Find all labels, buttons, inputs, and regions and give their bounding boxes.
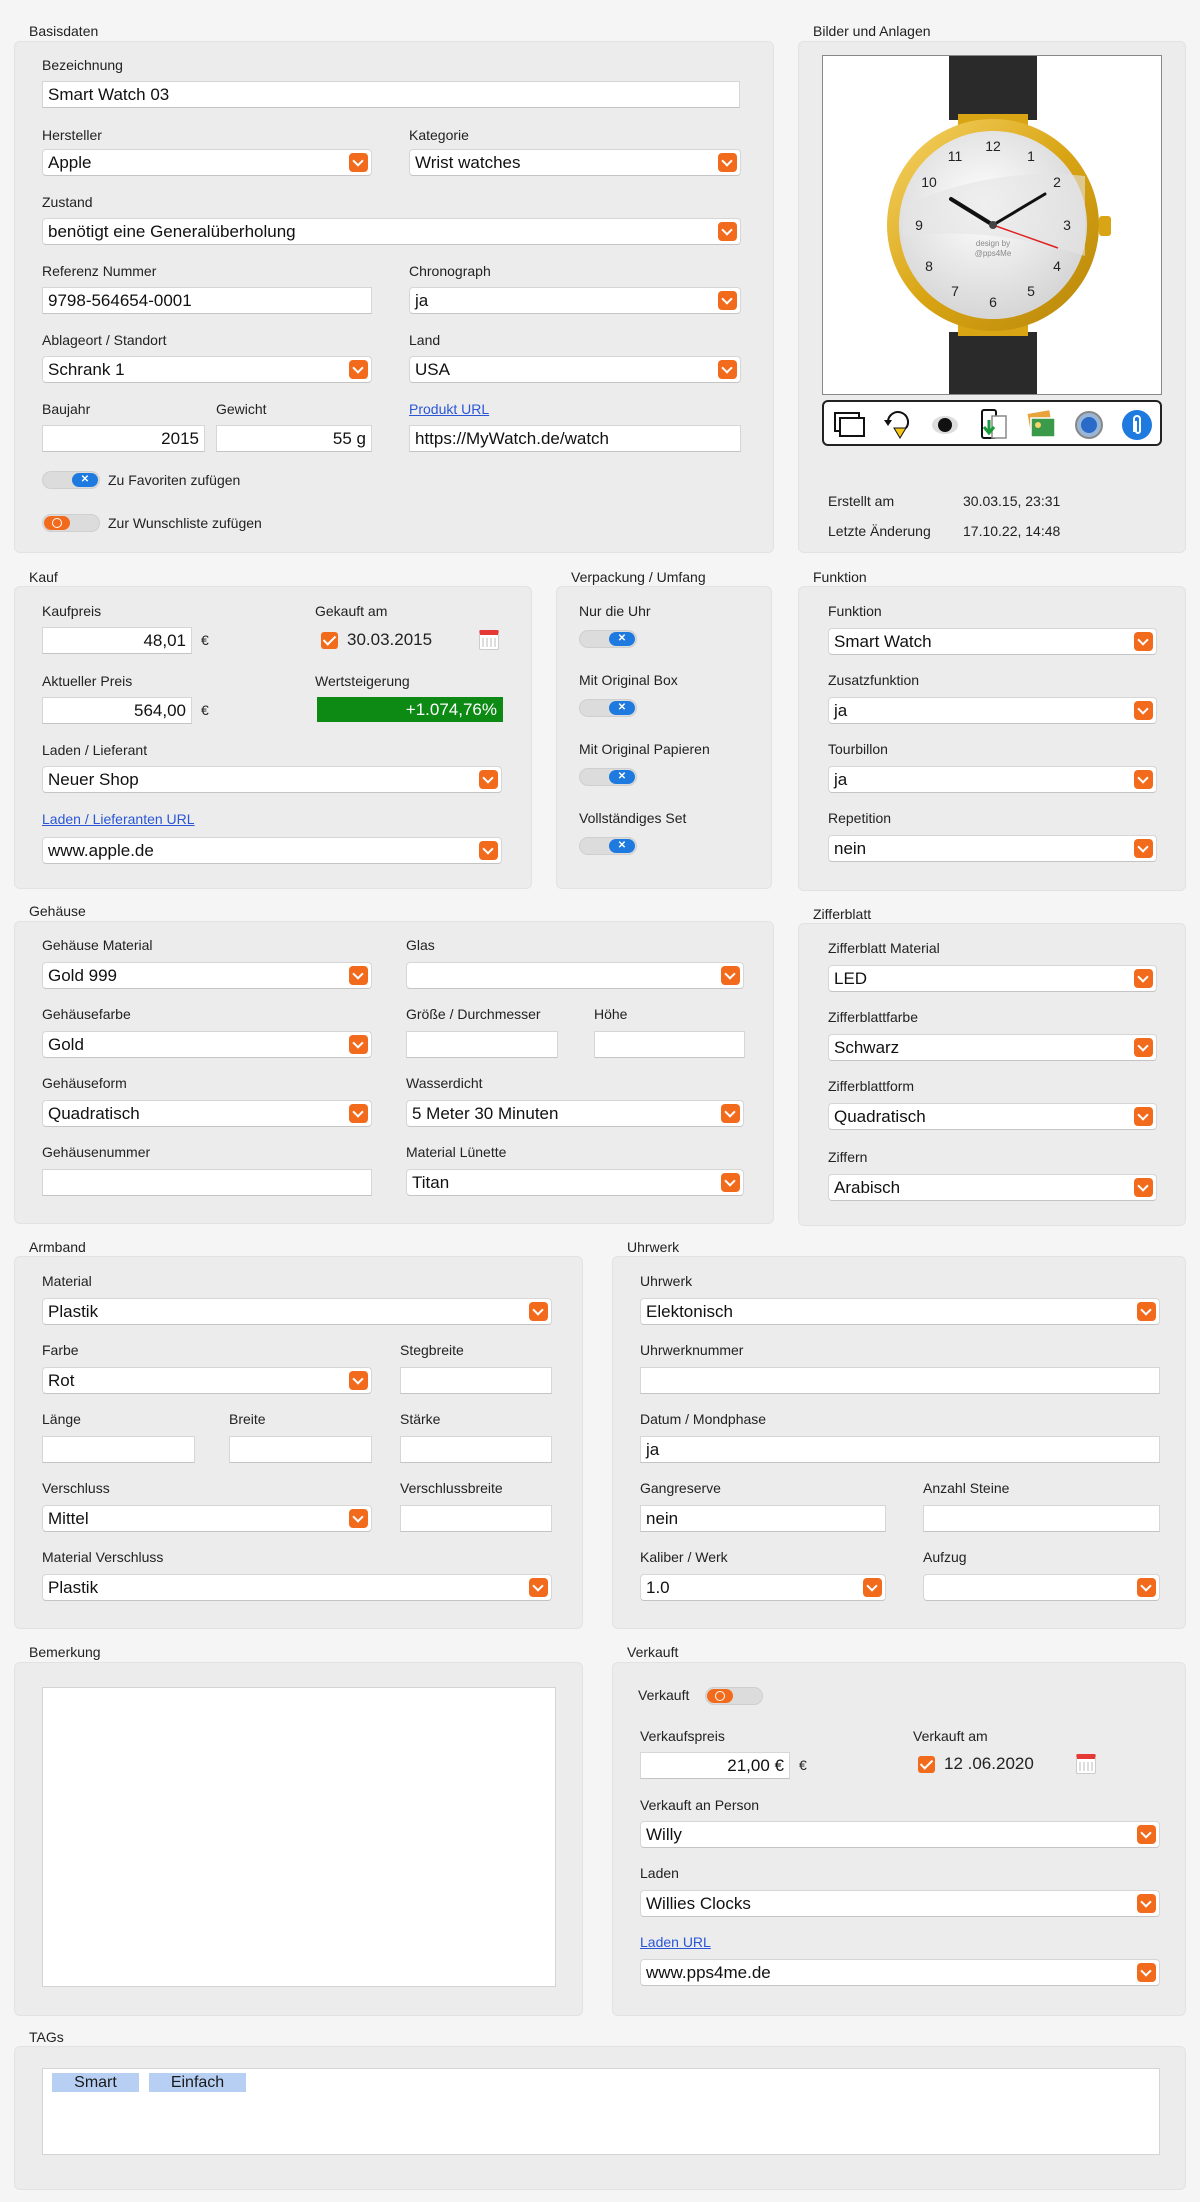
gehaeuseform-label: Gehäuseform <box>42 1075 127 1091</box>
verkauft-an-person-value: Willy <box>646 1825 682 1844</box>
laden-url-select[interactable] <box>42 837 502 864</box>
zifferblattfarbe-select[interactable] <box>828 1034 1157 1061</box>
ablageort-label: Ablageort / Standort <box>42 332 167 348</box>
kaliber-select[interactable] <box>640 1574 886 1601</box>
zustand-select[interactable] <box>42 218 741 245</box>
gehaeusefarbe-label: Gehäusefarbe <box>42 1006 131 1022</box>
watch-numeral: 10 <box>921 174 937 190</box>
watch-numeral: 4 <box>1053 258 1061 274</box>
watch-numeral: 9 <box>915 217 923 233</box>
funktion-value: Smart Watch <box>834 632 932 651</box>
chevron-down-icon <box>721 1104 740 1123</box>
datum-mondphase-label: Datum / Mondphase <box>640 1411 767 1427</box>
watch-numeral: 5 <box>1027 283 1035 299</box>
watch-numeral: 3 <box>1063 217 1071 233</box>
bezeichnung-label: Bezeichnung <box>42 57 123 73</box>
verschlussbreite-label: Verschlussbreite <box>400 1480 503 1496</box>
material-verschluss-value: Plastik <box>48 1578 99 1597</box>
produkt-url-link[interactable]: Produkt URL <box>409 401 490 417</box>
groesse-field[interactable] <box>406 1031 558 1058</box>
armband-farbe-value: Rot <box>48 1371 75 1390</box>
stegbreite-label: Stegbreite <box>400 1342 464 1358</box>
zifferblatt-material-value: LED <box>834 969 868 988</box>
gehaeuseform-select[interactable] <box>42 1100 372 1127</box>
staerke-field[interactable] <box>400 1436 552 1463</box>
chevron-down-icon <box>1137 1578 1156 1597</box>
kategorie-select[interactable] <box>409 149 741 176</box>
chevron-down-icon <box>349 1371 368 1390</box>
zusatzfunktion-label: Zusatzfunktion <box>828 672 920 688</box>
gangreserve-field[interactable]: nein <box>640 1505 886 1532</box>
calendar-icon[interactable] <box>1076 1754 1096 1774</box>
bezeichnung-field[interactable]: Smart Watch 03 <box>42 81 740 108</box>
panel-armband <box>14 1256 583 1629</box>
gehaeusefarbe-value: Gold <box>48 1035 84 1054</box>
laenge-label: Länge <box>42 1411 81 1427</box>
attachment-toolbar <box>822 400 1162 446</box>
armband-material-label: Material <box>42 1273 92 1289</box>
breite-field[interactable] <box>229 1436 372 1463</box>
laden-url-link[interactable]: Laden / Lieferanten URL <box>42 811 195 827</box>
zifferblattform-select[interactable] <box>828 1103 1157 1130</box>
land-label: Land <box>409 332 441 348</box>
screen-capture-icon[interactable] <box>832 408 866 442</box>
section-title-verkauft: Verkauft <box>627 1644 679 1660</box>
chevron-down-icon <box>1137 1825 1156 1844</box>
laenge-field[interactable] <box>42 1436 195 1463</box>
verkaufspreis-label: Verkaufspreis <box>640 1728 725 1744</box>
gewicht-label: Gewicht <box>216 401 267 417</box>
watch-numeral: 11 <box>947 148 963 164</box>
repetition-value: nein <box>834 839 867 858</box>
photos-icon[interactable] <box>1024 408 1058 442</box>
gekauft-am-checkbox[interactable] <box>321 632 338 649</box>
ablageort-value: Schrank 1 <box>48 360 125 379</box>
panel-zifferblatt <box>798 923 1186 1226</box>
section-title-tags: TAGs <box>29 2029 64 2045</box>
chevron-down-icon <box>1134 701 1153 720</box>
laden-label: Laden / Lieferant <box>42 742 148 758</box>
panel-bilder <box>798 41 1186 553</box>
verkauft-laden-label: Laden <box>640 1865 679 1881</box>
gehaeuse-material-label: Gehäuse Material <box>42 937 153 953</box>
aktueller-preis-currency: € <box>201 702 209 718</box>
wertsteigerung-label: Wertsteigerung <box>315 673 410 689</box>
hersteller-value: Apple <box>48 153 92 172</box>
uhrwerknummer-label: Uhrwerknummer <box>640 1342 744 1358</box>
glas-select[interactable] <box>406 962 744 989</box>
original-papiere-label: Mit Original Papieren <box>579 741 710 757</box>
verschluss-label: Verschluss <box>42 1480 110 1496</box>
chevron-down-icon <box>479 770 498 789</box>
hoehe-label: Höhe <box>594 1006 628 1022</box>
anzahl-steine-field[interactable] <box>923 1505 1160 1532</box>
gehaeusefarbe-select[interactable] <box>42 1031 372 1058</box>
armband-material-select[interactable] <box>42 1298 552 1325</box>
luenette-label: Material Lünette <box>406 1144 507 1160</box>
section-title-bemerkung: Bemerkung <box>29 1644 101 1660</box>
section-title-funktion: Funktion <box>813 569 867 585</box>
zustand-value: benötigt eine Generalüberholung <box>48 222 296 241</box>
hersteller-label: Hersteller <box>42 127 102 143</box>
luenette-select[interactable] <box>406 1169 744 1196</box>
ziffern-label: Ziffern <box>828 1149 868 1165</box>
uhrwerk-label: Uhrwerk <box>640 1273 693 1289</box>
zifferblatt-material-label: Zifferblatt Material <box>828 940 940 956</box>
chevron-down-icon <box>1134 839 1153 858</box>
staerke-label: Stärke <box>400 1411 441 1427</box>
chevron-down-icon <box>349 1035 368 1054</box>
globe-icon[interactable] <box>1072 408 1106 442</box>
zifferblattfarbe-value: Schwarz <box>834 1038 900 1057</box>
watch-image[interactable] <box>822 55 1162 395</box>
laden-select[interactable] <box>42 766 502 793</box>
chronograph-label: Chronograph <box>409 263 491 279</box>
chevron-down-icon <box>721 966 740 985</box>
baujahr-field[interactable]: 2015 <box>42 425 205 452</box>
tourbillon-label: Tourbillon <box>828 741 888 757</box>
land-select[interactable] <box>409 356 741 383</box>
watch-numeral: 7 <box>951 283 959 299</box>
chevron-down-icon <box>1137 1894 1156 1913</box>
verkauft-laden-select[interactable] <box>640 1890 1160 1917</box>
armband-farbe-select[interactable] <box>42 1367 372 1394</box>
vollstaendiges-set-toggle[interactable]: ✕ <box>579 837 637 855</box>
verkaufspreis-currency: € <box>799 1757 807 1773</box>
uhrwerk-value: Elektonisch <box>646 1302 733 1321</box>
wunschliste-toggle[interactable] <box>42 514 100 532</box>
produkt-url-field[interactable]: https://MyWatch.de/watch <box>409 425 741 452</box>
gehaeusenummer-field[interactable] <box>42 1169 372 1196</box>
verschluss-select[interactable] <box>42 1505 372 1532</box>
gehaeusenummer-label: Gehäusenummer <box>42 1144 151 1160</box>
chevron-down-icon <box>349 966 368 985</box>
repetition-select[interactable] <box>828 835 1157 862</box>
chronograph-value: ja <box>415 291 429 310</box>
hoehe-field[interactable] <box>594 1031 745 1058</box>
zifferblattform-label: Zifferblattform <box>828 1078 915 1094</box>
verkauft-am-checkbox[interactable] <box>918 1756 935 1773</box>
chevron-down-icon <box>1137 1302 1156 1321</box>
section-title-kauf: Kauf <box>29 569 58 585</box>
panel-bemerkung <box>14 1662 583 2016</box>
zusatzfunktion-value: ja <box>834 701 848 720</box>
verkauft-am-date[interactable]: 12 .06.2020 <box>944 1754 1034 1773</box>
verkauft-toggle-label: Verkauft <box>638 1687 690 1703</box>
kaliber-value: 1.0 <box>646 1578 670 1597</box>
chevron-down-icon <box>1137 1963 1156 1982</box>
gehaeuseform-value: Quadratisch <box>48 1104 140 1123</box>
watch-illustration <box>823 56 1161 394</box>
laden-value: Neuer Shop <box>48 770 139 789</box>
zustand-label: Zustand <box>42 194 93 210</box>
chevron-down-icon <box>1134 632 1153 651</box>
verkauft-laden-url-select[interactable] <box>640 1959 1160 1986</box>
groesse-label: Größe / Durchmesser <box>406 1006 541 1022</box>
zusatzfunktion-select[interactable] <box>828 697 1157 724</box>
chevron-down-icon <box>721 1173 740 1192</box>
material-verschluss-select[interactable] <box>42 1574 552 1601</box>
aenderung-label: Letzte Änderung <box>828 523 931 539</box>
aktueller-preis-label: Aktueller Preis <box>42 673 133 689</box>
chevron-down-icon <box>1134 1178 1153 1197</box>
original-box-toggle[interactable]: ✕ <box>579 699 637 717</box>
gehaeuse-material-select[interactable] <box>42 962 372 989</box>
gangreserve-label: Gangreserve <box>640 1480 721 1496</box>
calendar-icon[interactable] <box>479 630 499 650</box>
verkauft-laden-url-value: www.pps4me.de <box>646 1963 771 1982</box>
hersteller-select[interactable] <box>42 149 372 176</box>
anzahl-steine-label: Anzahl Steine <box>923 1480 1010 1496</box>
zifferblattform-value: Quadratisch <box>834 1107 926 1126</box>
ablageort-select[interactable] <box>42 356 372 383</box>
chevron-down-icon <box>718 153 737 172</box>
wertsteigerung-value: +1.074,76% <box>317 697 503 722</box>
glas-label: Glas <box>406 937 435 953</box>
nur-uhr-toggle[interactable]: ✕ <box>579 630 637 648</box>
material-verschluss-label: Material Verschluss <box>42 1549 164 1565</box>
wasserdicht-label: Wasserdicht <box>406 1075 483 1091</box>
funktion-select[interactable] <box>828 628 1157 655</box>
favoriten-label: Zu Favoriten zufügen <box>108 472 241 488</box>
original-box-label: Mit Original Box <box>579 672 678 688</box>
verkaufspreis-field[interactable]: 21,00 € <box>640 1752 790 1779</box>
erstellt-value: 30.03.15, 23:31 <box>963 493 1061 509</box>
referenz-label: Referenz Nummer <box>42 263 157 279</box>
section-title-verpackung: Verpackung / Umfang <box>571 569 706 585</box>
chevron-down-icon <box>718 222 737 241</box>
section-title-basisdaten: Basisdaten <box>29 23 99 39</box>
luenette-value: Titan <box>412 1173 450 1192</box>
kaliber-label: Kaliber / Werk <box>640 1549 728 1565</box>
chevron-down-icon <box>718 360 737 379</box>
chevron-down-icon <box>529 1578 548 1597</box>
chevron-down-icon <box>349 153 368 172</box>
section-title-uhrwerk: Uhrwerk <box>627 1239 680 1255</box>
stegbreite-field[interactable] <box>400 1367 552 1394</box>
panel-basisdaten <box>14 41 774 553</box>
tag-chip[interactable]: Smart <box>52 2073 139 2092</box>
chevron-down-icon <box>529 1302 548 1321</box>
aenderung-value: 17.10.22, 14:48 <box>963 523 1061 539</box>
armband-material-value: Plastik <box>48 1302 99 1321</box>
watch-brand: design by <box>975 239 1011 248</box>
verschluss-value: Mittel <box>48 1509 89 1528</box>
zifferblattfarbe-label: Zifferblattfarbe <box>828 1009 919 1025</box>
chevron-down-icon <box>718 291 737 310</box>
verkauft-laden-value: Willies Clocks <box>646 1894 751 1913</box>
watch-brand-2: @pps4Me <box>974 249 1012 258</box>
panel-kauf <box>14 586 532 889</box>
chevron-down-icon <box>349 1104 368 1123</box>
ziffern-value: Arabisch <box>834 1178 901 1197</box>
aufzug-label: Aufzug <box>923 1549 967 1565</box>
panel-gehaeuse <box>14 921 774 1224</box>
nur-uhr-label: Nur die Uhr <box>579 603 651 619</box>
chevron-down-icon <box>479 841 498 860</box>
wasserdicht-select[interactable] <box>406 1100 744 1127</box>
kategorie-value: Wrist watches <box>415 153 521 172</box>
panel-verkauft <box>612 1662 1186 2016</box>
panel-funktion <box>798 586 1186 891</box>
kategorie-label: Kategorie <box>409 127 469 143</box>
panel-tags <box>14 2046 1186 2190</box>
panel-uhrwerk <box>612 1256 1186 1629</box>
laden-url-link[interactable]: Laden URL <box>640 1934 711 1950</box>
baujahr-label: Baujahr <box>42 401 91 417</box>
tourbillon-select[interactable] <box>828 766 1157 793</box>
section-title-gehaeuse: Gehäuse <box>29 903 86 919</box>
verkauft-an-person-label: Verkauft an Person <box>640 1797 760 1813</box>
chevron-down-icon <box>1134 1038 1153 1057</box>
repetition-label: Repetition <box>828 810 892 826</box>
uhrwerk-select[interactable] <box>640 1298 1160 1325</box>
watch-numeral: 1 <box>1027 148 1035 164</box>
section-title-bilder: Bilder und Anlagen <box>813 23 931 39</box>
wasserdicht-value: 5 Meter 30 Minuten <box>412 1104 559 1123</box>
paperclip-icon[interactable] <box>1120 408 1154 442</box>
gekauft-am-label: Gekauft am <box>315 603 388 619</box>
verschlussbreite-field[interactable] <box>400 1505 552 1532</box>
laden-url-value: www.apple.de <box>48 841 154 860</box>
chevron-down-icon <box>349 1509 368 1528</box>
vollstaendiges-set-label: Vollständiges Set <box>579 810 687 826</box>
gewicht-field[interactable]: 55 g <box>216 425 372 452</box>
ziffern-select[interactable] <box>828 1174 1157 1201</box>
chevron-down-icon <box>1134 1107 1153 1126</box>
verkauft-toggle[interactable] <box>705 1687 763 1705</box>
tourbillon-value: ja <box>834 770 848 789</box>
chevron-down-icon <box>1134 969 1153 988</box>
chevron-down-icon <box>349 360 368 379</box>
tags-field[interactable] <box>42 2068 1160 2155</box>
original-papiere-toggle[interactable]: ✕ <box>579 768 637 786</box>
panel-verpackung <box>556 586 772 889</box>
import-from-device-icon[interactable] <box>976 408 1010 442</box>
section-title-armband: Armband <box>29 1239 86 1255</box>
uhrwerknummer-field[interactable] <box>640 1367 1160 1394</box>
camera-icon[interactable] <box>928 408 962 442</box>
zifferblatt-material-select[interactable] <box>828 965 1157 992</box>
watch-numeral: 8 <box>925 258 933 274</box>
verkauft-am-label: Verkauft am <box>913 1728 988 1744</box>
aufzug-select[interactable] <box>923 1574 1160 1601</box>
chevron-down-icon <box>1134 770 1153 789</box>
bemerkung-textarea[interactable] <box>42 1687 556 1987</box>
funktion-label: Funktion <box>828 603 882 619</box>
watch-numeral: 2 <box>1053 174 1061 190</box>
favoriten-toggle[interactable]: ✕ <box>42 471 100 489</box>
gekauft-am-date[interactable]: 30.03.2015 <box>347 630 433 649</box>
breite-label: Breite <box>229 1411 266 1427</box>
tag-chip[interactable]: Einfach <box>149 2073 246 2092</box>
kaufpreis-label: Kaufpreis <box>42 603 102 619</box>
verkauft-an-person-select[interactable] <box>640 1821 1160 1848</box>
wunschliste-label: Zur Wunschliste zufügen <box>108 515 262 531</box>
watch-numeral: 12 <box>985 138 1001 154</box>
gehaeuse-material-value: Gold 999 <box>48 966 117 985</box>
watch-numeral: 6 <box>989 294 997 310</box>
kaufpreis-field[interactable]: 48,01 <box>42 627 192 654</box>
section-title-zifferblatt: Zifferblatt <box>813 906 872 922</box>
datum-mondphase-field[interactable]: ja <box>640 1436 1160 1463</box>
erstellt-label: Erstellt am <box>828 493 895 509</box>
rotate-icon[interactable] <box>880 408 914 442</box>
land-value: USA <box>415 360 450 379</box>
armband-farbe-label: Farbe <box>42 1342 79 1358</box>
chronograph-select[interactable] <box>409 287 741 314</box>
kaufpreis-currency: € <box>201 632 209 648</box>
chevron-down-icon <box>863 1578 882 1597</box>
aktueller-preis-field[interactable]: 564,00 <box>42 697 192 724</box>
referenz-field[interactable]: 9798-564654-0001 <box>42 287 372 314</box>
